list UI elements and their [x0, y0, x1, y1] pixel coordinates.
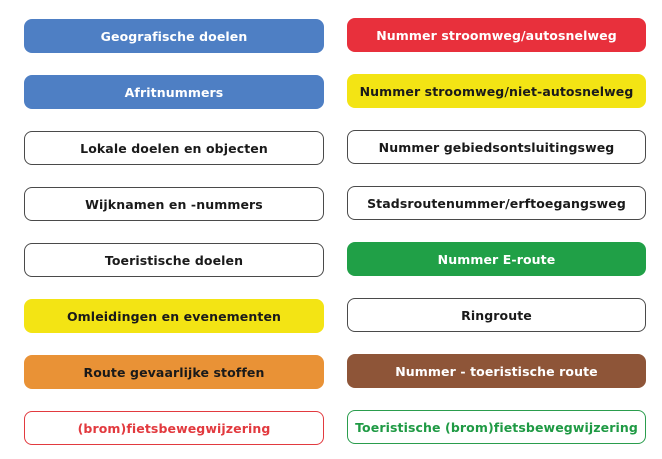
legend-lokale-doelen [24, 131, 324, 165]
legend-label: Toeristische doelen [104, 252, 244, 268]
legend-label: Afritnummers [124, 84, 224, 100]
legend-gebiedsontsluitingsweg [347, 130, 646, 164]
legend-stadsroutenummer [347, 186, 646, 220]
legend-label: Nummer - toeristische route [395, 363, 598, 379]
legend-toeristische-bromfietsbewegwijzering [347, 410, 646, 444]
legend-stroomweg-autosnelweg [347, 18, 646, 52]
legend-geografische-doelen [24, 19, 324, 53]
legend-toeristische-route [347, 354, 646, 388]
legend-toeristische-doelen [24, 243, 324, 277]
legend-label: Nummer stroomweg/niet-autosnelweg [359, 83, 634, 99]
legend-e-route [347, 242, 646, 276]
legend-afritnummers [24, 75, 324, 109]
legend-label: Stadsroutenummer/erftoegangsweg [367, 195, 626, 211]
legend-gevaarlijke-stoffen [24, 355, 324, 389]
legend-label: Nummer gebiedsontsluitingsweg [378, 139, 615, 155]
legend-omleidingen [24, 299, 324, 333]
legend-wijknamen [24, 187, 324, 221]
legend-label: Toeristische (brom)fietsbewegwijzering [355, 419, 638, 435]
legend-label: Wijknamen en -nummers [85, 196, 263, 212]
legend-label: (brom)fietsbewegwijzering [77, 420, 271, 436]
legend-label: Route gevaarlijke stoffen [83, 364, 265, 380]
legend-label: Nummer stroomweg/autosnelweg [376, 27, 617, 43]
legend-label: Lokale doelen en objecten [80, 140, 268, 156]
legend-stroomweg-niet-autosnelweg [347, 74, 646, 108]
legend-bromfietsbewegwijzering [24, 411, 324, 445]
legend-label: Omleidingen en evenementen [66, 308, 282, 324]
legend-label: Geografische doelen [100, 28, 248, 44]
legend-ringroute [347, 298, 646, 332]
legend-label: Ringroute [461, 307, 532, 323]
legend-label: Nummer E-route [437, 251, 556, 267]
